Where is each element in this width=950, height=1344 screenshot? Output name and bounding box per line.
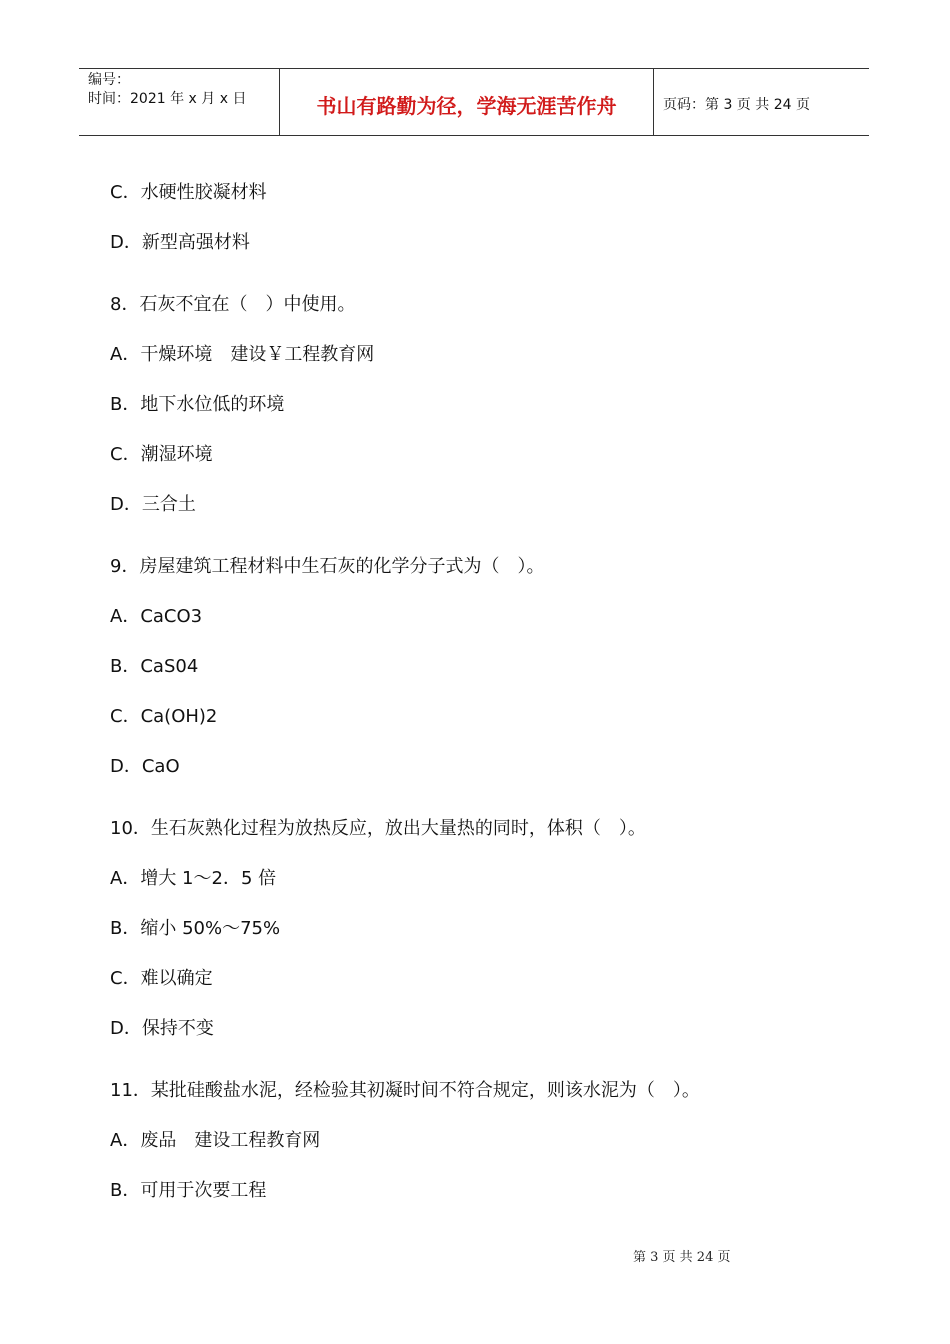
question-text: 11．某批硅酸盐水泥，经检验其初凝时间不符合规定，则该水泥为（ ）。 [110,1080,700,1101]
answer-option: B．CaS04 [110,656,199,677]
answer-option: A．CaCO3 [110,606,203,627]
answer-option: D．CaO [110,756,180,777]
document-body [110,178,850,1226]
answer-option: B．缩小 50%～75% [110,918,281,939]
answer-option: C．难以确定 [110,968,213,989]
answer-option: D．三合土 [110,494,196,515]
answer-option: A．干燥环境 建设￥工程教育网 [110,344,375,365]
answer-option: C．潮湿环境 [110,444,213,465]
question-text: 9．房屋建筑工程材料中生石灰的化学分子式为（ ）。 [110,556,545,577]
page-header [79,68,869,136]
answer-option: D．保持不变 [110,1018,214,1039]
answer-option: C．Ca(OH)2 [110,706,218,727]
answer-option: A．废品 建设工程教育网 [110,1130,321,1151]
answer-option: C．水硬性胶凝材料 [110,182,267,203]
header-page-info: 页码：第 3 页 共 24 页 [663,97,810,113]
document-time-label: 时间：2021 年 x 月 x 日 [88,91,247,107]
page-footer: 第 3 页 共 24 页 [633,1250,731,1265]
answer-option: B．地下水位低的环境 [110,394,285,415]
answer-option: B．可用于次要工程 [110,1180,267,1201]
question-text: 10．生石灰熟化过程为放热反应，放出大量热的同时，体积（ ）。 [110,818,646,839]
answer-option: D．新型高强材料 [110,232,250,253]
answer-option: A．增大 1～2．5 倍 [110,868,277,889]
document-number-label: 编号： [88,72,130,88]
header-motto: 书山有路勤为径，学海无涯苦作舟 [280,69,654,135]
header-meta [79,69,280,135]
question-text: 8．石灰不宜在（ ）中使用。 [110,294,356,315]
